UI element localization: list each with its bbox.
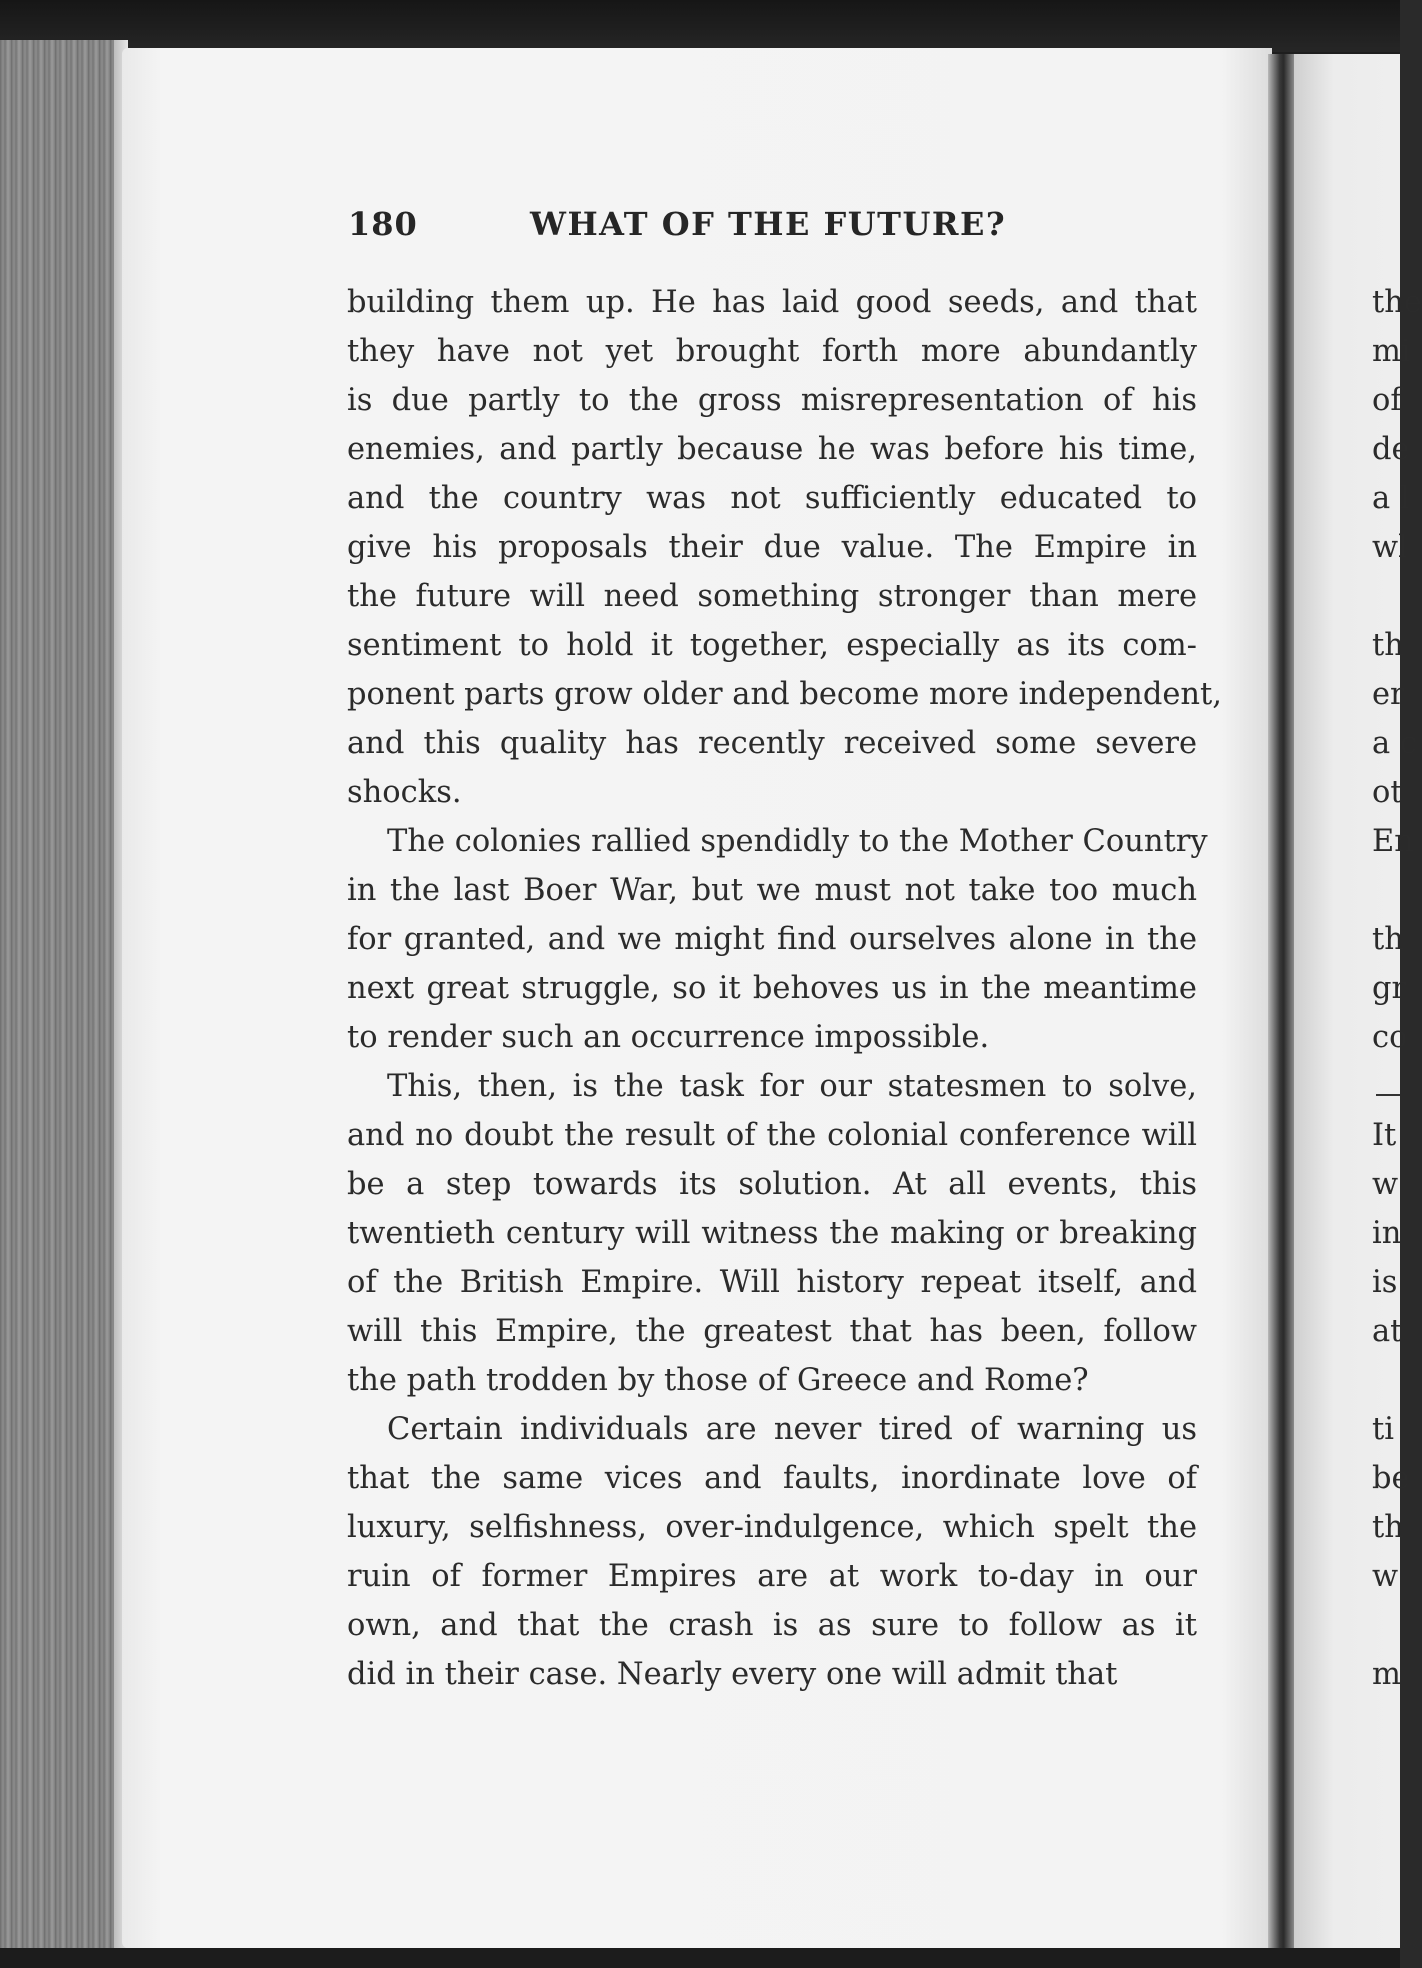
text-line: be a step towards its solution. At all events, this [347,1167,1197,1202]
right-page-fragment: th [1372,628,1404,663]
right-page-section-rule [1376,1094,1400,1096]
right-page-fragment: a c [1372,726,1417,761]
right-page-fragment: w [1372,1559,1399,1594]
text-line: and the country was not sufficiently educated to [347,481,1197,516]
right-page-fragment: in [1372,1216,1402,1251]
paragraph [347,1062,1197,1405]
right-page-fragment: ti [1372,1412,1395,1447]
right-page-fragment: ot [1372,775,1403,810]
right-page-fragment: It [1372,1118,1397,1153]
right-page-fragment: th [1372,1510,1404,1545]
right-page-fragment: at [1372,1314,1403,1349]
right-page-fragment [1372,1601,1400,1650]
text-line: shocks. [347,775,462,810]
text-line: to render such an occurrence impossible. [347,1020,990,1055]
right-page-fragment [1372,1062,1400,1111]
right-page-fragment: wl [1372,530,1408,565]
text-line: ponent parts grow older and become more independent, [347,677,1222,712]
right-page-fragment: be [1372,1461,1410,1496]
right-page-fragment: En [1372,824,1414,859]
text-line: will this Empire, the greatest that has been, follow [347,1314,1197,1349]
right-page-fragment: co [1372,1020,1408,1055]
text-line: and this quality has recently received some severe [347,726,1197,761]
right-page-fragment: the [1372,285,1422,320]
book-gutter [1268,54,1294,1948]
text-line: own, and that the crash is as sure to follow as it [347,1608,1197,1643]
text-line: luxury, selfishness, over-indulgence, which spelt the [347,1510,1197,1545]
text-line: Certain individuals are never tired of warning us [387,1412,1197,1447]
text-line: building them up. He has laid good seeds, and that [347,285,1197,320]
right-page-fragment: m [1372,1657,1401,1692]
text-line: did in their case. Nearly every one will admit that [347,1657,1118,1692]
page-number: 180 [348,205,418,243]
paragraph [347,278,1222,817]
text-line: that the same vices and faults, inordinate love of [347,1461,1197,1496]
text-line: give his proposals their due value. The Empire in [347,530,1197,565]
scan-bottom-border [0,1948,1400,1968]
right-page-fragment: w [1372,1167,1399,1202]
right-page-fragment: er [1372,677,1405,712]
text-line: the path trodden by those of Greece and Rome? [347,1363,1089,1398]
body-text [347,278,1222,1699]
right-page-fragment: a l [1372,481,1410,516]
right-page-fragment: gr [1372,971,1407,1006]
right-page-fragment: mi [1372,334,1411,369]
text-line: enemies, and partly because he was before his time, [347,432,1197,467]
text-line: is due partly to the gross misrepresentation of his [347,383,1197,418]
text-line: they have not yet brought forth more abundantly [347,334,1197,369]
text-line: next great struggle, so it behoves us in the meantime [347,971,1197,1006]
right-page-fragment [1372,866,1400,915]
text-line: of the British Empire. Will history repeat itself, and [347,1265,1197,1300]
right-page-fragment [1372,1356,1400,1405]
scan-top-border [0,0,1400,52]
right-page-fragment: de [1372,432,1410,467]
book-page-edges [0,40,128,1952]
text-line: in the last Boer War, but we must not take too much [347,873,1197,908]
paragraph [347,1405,1197,1699]
running-title: WHAT OF THE FUTURE? [530,205,1007,243]
right-page-fragment [1372,572,1400,621]
text-line: for granted, and we might find ourselves alone in the [347,922,1197,957]
paragraph [347,817,1208,1062]
text-line: This, then, is the task for our statesmen to solve, [387,1069,1197,1104]
text-line: and no doubt the result of the colonial conference will [347,1118,1197,1153]
right-page-text-fragments [1372,278,1422,1699]
text-line: twentieth century will witness the making or breaking [347,1216,1197,1251]
text-line: the future will need something stronger than mere [347,579,1197,614]
text-line: The colonies rallied spendidly to the Mother Country [387,824,1208,859]
right-page-fragment: th [1372,922,1404,957]
right-page-fragment: is [1372,1265,1398,1300]
text-line: ruin of former Empires are at work to-day in our [347,1559,1197,1594]
right-page-fragment: of [1372,383,1402,418]
running-head [348,205,1200,255]
text-line: sentiment to hold it together, especially as its com- [347,628,1197,663]
